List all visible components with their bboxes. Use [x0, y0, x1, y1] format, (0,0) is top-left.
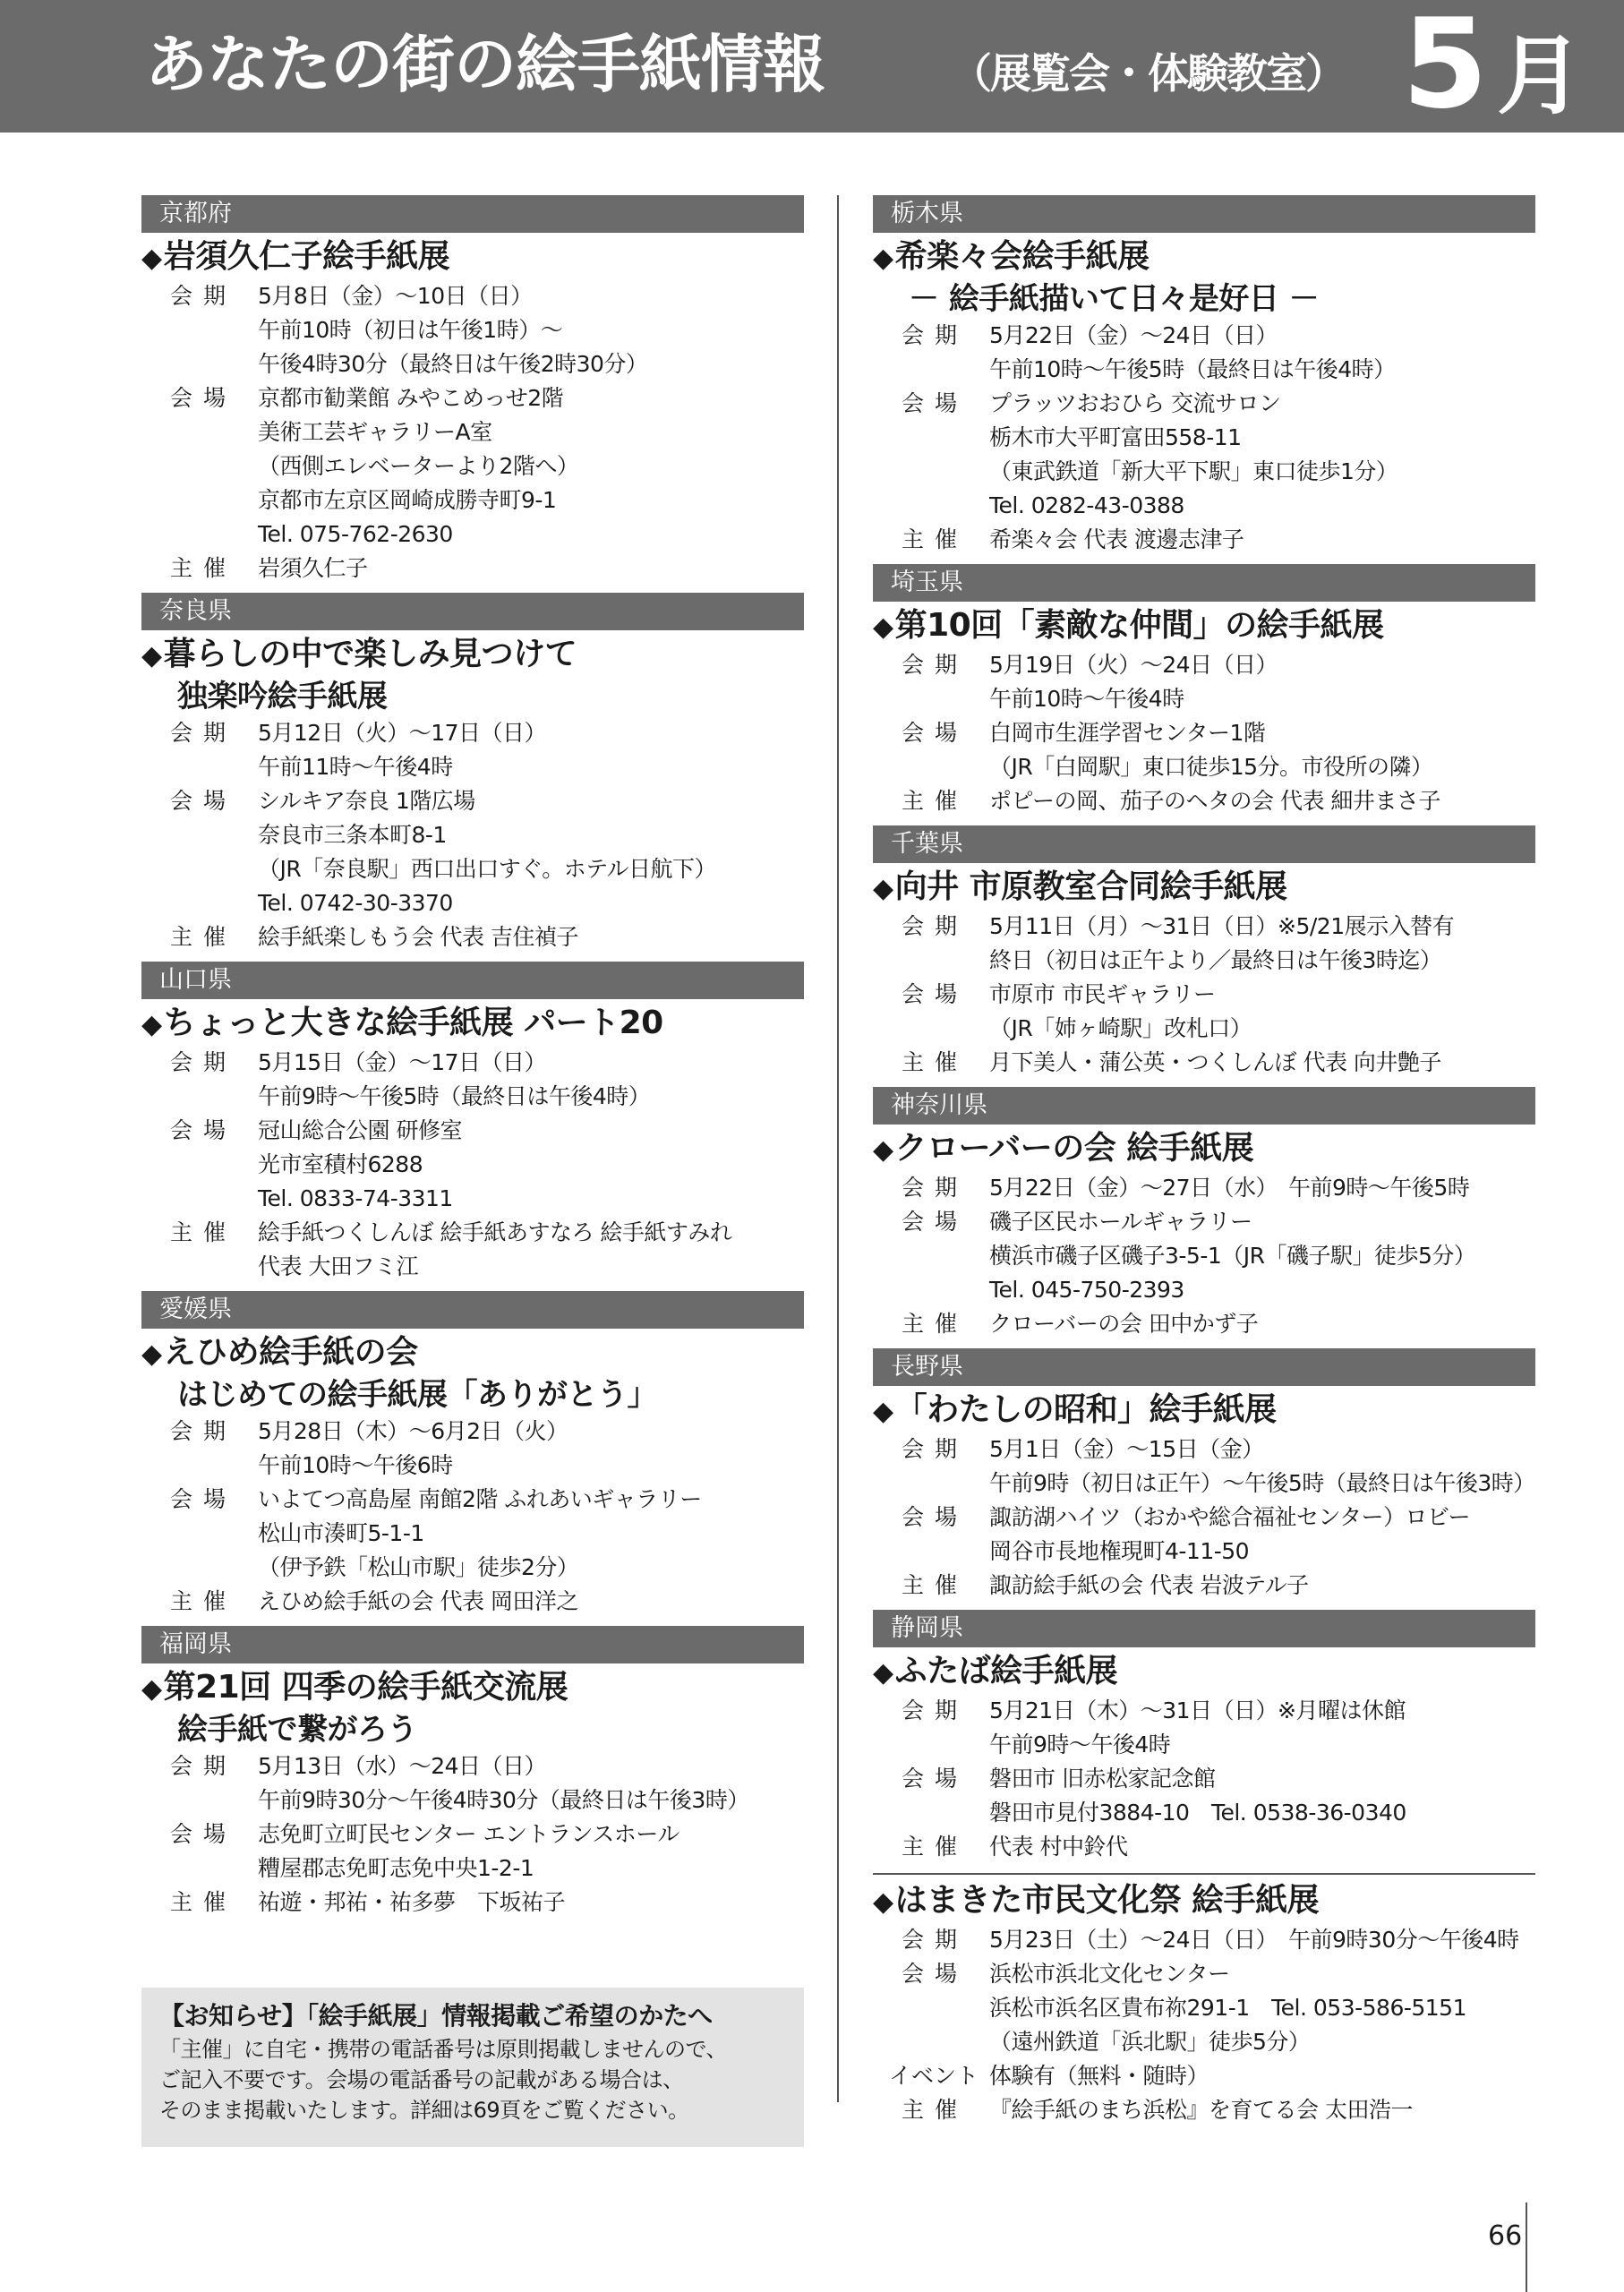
diamond-bullet-icon: ◆	[873, 611, 893, 643]
info-label: イベント	[889, 2063, 979, 2089]
info-lines	[989, 1205, 1535, 1307]
info-line: （伊予鉄「松山市駅」徒歩2分）	[258, 1554, 579, 1580]
info-line: 志免町立町民センター エントランスホール	[258, 1821, 680, 1847]
info-lines	[989, 1830, 1535, 1864]
prefecture-header: 栃木県	[873, 195, 1535, 233]
info-label: 会場	[170, 385, 237, 411]
event-entry	[873, 1880, 1535, 2127]
info-label: 会期	[902, 1698, 969, 1723]
event-title	[873, 1390, 1535, 1432]
info-line: 磯子区民ホールギャラリー	[989, 1209, 1252, 1235]
notice-line: 「主催」に自宅・携帯の電話番号は原則掲載しませんので、	[159, 2037, 728, 2062]
notice-box	[141, 1988, 804, 2147]
event-title	[141, 1003, 804, 1046]
info-label: 会場	[902, 1209, 969, 1235]
info-line: 午後4時30分（最終日は午後2時30分）	[258, 351, 648, 377]
info-label: 会期	[902, 1436, 969, 1462]
event-title-text: 向井 市原教室合同絵手紙展	[894, 868, 1287, 905]
event-info-row	[873, 1046, 1535, 1080]
info-label: 会場	[902, 981, 969, 1007]
info-line: 5月19日（火）～24日（日）	[989, 652, 1278, 678]
page-number-rule	[1526, 2202, 1527, 2292]
prefecture-header: 福岡県	[141, 1626, 804, 1663]
info-line: 5月23日（土）～24日（日） 午前9時30分～午後4時	[989, 1927, 1519, 1953]
event-info-row	[873, 1762, 1535, 1830]
info-lines	[989, 1923, 1535, 1957]
diamond-bullet-icon: ◆	[141, 243, 162, 274]
event-info-row	[873, 1957, 1535, 2059]
event-entry	[873, 605, 1535, 818]
info-line: 光市室積村6288	[258, 1151, 423, 1177]
event-info-row	[873, 1432, 1535, 1501]
info-line: 京都市左京区岡崎成勝寺町9-1	[258, 487, 557, 513]
right-column	[873, 195, 1535, 2134]
info-label: 会期	[170, 720, 237, 746]
event-entry	[141, 236, 804, 586]
prefecture-header: 山口県	[141, 962, 804, 999]
prefecture-header: 愛媛県	[141, 1291, 804, 1329]
info-line: Tel. 0282-43-0388	[989, 492, 1184, 518]
event-title	[873, 1128, 1535, 1171]
info-line: シルキア奈良 1階広場	[258, 788, 475, 814]
diamond-bullet-icon: ◆	[873, 1886, 893, 1918]
event-info-row	[873, 1501, 1535, 1569]
event-info-row	[141, 1216, 804, 1284]
page-subtitle: （展覧会・体験教室）	[951, 49, 1345, 98]
event-separator	[873, 1873, 1535, 1875]
event-title-text: 第21回 四季の絵手紙交流展	[163, 1669, 568, 1706]
event-title	[873, 1880, 1535, 1923]
event-title	[141, 236, 804, 279]
info-label: 会期	[170, 1418, 237, 1444]
event-subtitle: － 絵手紙描いて日々是好日 －	[909, 281, 1320, 317]
event-entry	[141, 1332, 804, 1619]
info-lines	[258, 784, 804, 920]
info-line: 午前10時（初日は午後1時）～	[258, 317, 563, 343]
event-entry	[873, 236, 1535, 557]
prefecture-header: 長野県	[873, 1348, 1535, 1386]
event-subtitle: はじめての絵手紙展「ありがとう」	[177, 1377, 657, 1413]
info-line: 横浜市磯子区磯子3-5-1（JR「磯子駅」徒歩5分）	[989, 1243, 1476, 1269]
event-entry	[873, 1128, 1535, 1341]
event-entry	[141, 1003, 804, 1284]
event-info-row	[873, 1205, 1535, 1307]
info-line: 5月11日（月）～31日（日）※5/21展示入替有	[989, 913, 1455, 939]
info-line: 糟屋郡志免町志免中央1-2-1	[258, 1855, 534, 1881]
month-label: 月	[1497, 26, 1583, 126]
event-info-row	[141, 1046, 804, 1114]
info-label: 会場	[170, 1486, 237, 1512]
event-title-text: 希楽々会絵手紙展	[894, 238, 1150, 275]
info-label: 会期	[902, 652, 969, 678]
info-line: 5月22日（金）～24日（日）	[989, 322, 1278, 348]
event-title-text: 暮らしの中で楽しみ見つけて	[163, 636, 577, 672]
info-line: 磐田市 旧赤松家記念館	[989, 1766, 1216, 1792]
info-label: 会場	[170, 1821, 237, 1847]
event-info-row	[873, 1171, 1535, 1205]
event-title-text: クローバーの会 絵手紙展	[894, 1130, 1254, 1167]
info-lines	[989, 523, 1535, 557]
page-title: あなたの街の絵手紙情報	[145, 28, 825, 101]
event-info-row	[873, 523, 1535, 557]
info-lines	[258, 1585, 804, 1619]
column-divider	[837, 195, 839, 2102]
info-lines	[989, 1432, 1535, 1501]
info-label: 会期	[902, 1175, 969, 1201]
event-info-row	[873, 1569, 1535, 1603]
event-entry	[873, 1390, 1535, 1603]
info-line: いよてつ高島屋 南館2階 ふれあいギャラリー	[258, 1486, 702, 1512]
event-info-row	[141, 1415, 804, 1483]
info-label: 会期	[170, 1049, 237, 1075]
info-line: 午前10時～午後6時	[258, 1452, 453, 1478]
info-lines	[989, 1957, 1535, 2059]
info-line: 体験有（無料・随時）	[989, 2063, 1209, 2089]
event-info-row	[873, 910, 1535, 978]
info-lines	[989, 1171, 1535, 1205]
event-title-text: ふたば絵手紙展	[894, 1653, 1118, 1689]
info-line: 松山市湊町5-1-1	[258, 1520, 424, 1546]
event-title	[141, 1667, 804, 1710]
event-entry	[141, 634, 804, 954]
info-label: 会期	[170, 283, 237, 309]
info-lines	[258, 1483, 804, 1585]
info-lines	[258, 716, 804, 784]
info-label: 会場	[170, 788, 237, 814]
info-line: えひめ絵手紙の会 代表 岡田洋之	[258, 1588, 578, 1614]
event-info-row	[141, 381, 804, 552]
info-lines	[258, 1749, 804, 1817]
info-line: Tel. 0742-30-3370	[258, 890, 453, 916]
event-info-row	[873, 1923, 1535, 1957]
event-info-row	[873, 716, 1535, 784]
event-info-row	[873, 978, 1535, 1046]
event-title-text: えひめ絵手紙の会	[163, 1334, 418, 1371]
info-label: 主催	[170, 1219, 237, 1245]
event-info-row	[873, 1694, 1535, 1762]
event-info-row	[141, 1114, 804, 1216]
info-line: 『絵手紙のまち浜松』を育てる会 太田浩一	[989, 2097, 1413, 2123]
page-header	[0, 0, 1624, 136]
event-title-text: 岩須久仁子絵手紙展	[163, 238, 450, 275]
info-label: 主催	[902, 526, 969, 552]
event-info-row	[873, 2059, 1535, 2093]
info-label: 会場	[902, 720, 969, 746]
info-line: 希楽々会 代表 渡邊志津子	[989, 526, 1244, 552]
info-line: 栃木市大平町富田558-11	[989, 424, 1242, 450]
diamond-bullet-icon: ◆	[141, 640, 162, 671]
info-lines	[989, 784, 1535, 818]
info-label: 会場	[902, 1961, 969, 1987]
info-line: （遠州鉄道「浜北駅」徒歩5分）	[989, 2029, 1311, 2055]
event-title-text: はまきた市民文化祭 絵手紙展	[894, 1882, 1320, 1919]
month-number: 5	[1402, 0, 1489, 136]
event-title	[873, 1651, 1535, 1694]
info-line: 月下美人・蒲公英・つくしんぼ 代表 向井艶子	[989, 1049, 1441, 1075]
info-label: 会期	[902, 913, 969, 939]
info-label: 会場	[902, 1504, 969, 1530]
info-label: 主催	[902, 2097, 969, 2123]
info-line: 美術工芸ギャラリーA室	[258, 419, 492, 445]
notice-line: そのまま掲載いたします。詳細は69頁をご覧ください。	[159, 2098, 689, 2123]
info-lines	[989, 319, 1535, 387]
info-line: 午前9時～午後4時	[989, 1732, 1171, 1757]
info-line: 市原市 市民ギャラリー	[989, 981, 1216, 1007]
info-lines	[989, 716, 1535, 784]
info-lines	[989, 1307, 1535, 1341]
info-line: プラッツおおひら 交流サロン	[989, 390, 1281, 416]
info-label: 主催	[902, 1834, 969, 1860]
event-info-row	[141, 1585, 804, 1619]
info-lines	[989, 1501, 1535, 1569]
event-entry	[873, 1651, 1535, 1864]
diamond-bullet-icon: ◆	[873, 1134, 893, 1166]
info-line: クローバーの会 田中かず子	[989, 1311, 1259, 1337]
notice-line: ご記入不要です。会場の電話番号の記載がある場合は、	[159, 2067, 684, 2092]
event-title	[873, 605, 1535, 648]
event-info-row	[141, 1886, 804, 1920]
event-title-text: 「わたしの昭和」絵手紙展	[894, 1391, 1277, 1428]
info-line: 午前11時～午後4時	[258, 754, 453, 780]
info-lines	[258, 1114, 804, 1216]
event-info-row	[873, 784, 1535, 818]
info-label: 主催	[170, 1889, 237, 1915]
info-lines	[989, 978, 1535, 1046]
info-label: 主催	[902, 788, 969, 814]
info-lines	[258, 1886, 804, 1920]
info-lines	[989, 1569, 1535, 1603]
info-label: 主催	[170, 924, 237, 950]
info-line: （西側エレベーターより2階へ）	[258, 453, 579, 479]
info-line: （JR「白岡駅」東口徒歩15分。市役所の隣）	[989, 754, 1433, 780]
info-lines	[258, 920, 804, 954]
info-label: 会期	[902, 1927, 969, 1953]
info-lines	[989, 1762, 1535, 1830]
info-line: 5月22日（金）～27日（水） 午前9時～午後5時	[989, 1175, 1470, 1201]
event-info-row	[141, 716, 804, 784]
info-line: （JR「姉ヶ崎駅」改札口）	[989, 1015, 1252, 1041]
info-line: 諏訪絵手紙の会 代表 岩波テル子	[989, 1572, 1309, 1598]
info-line: 奈良市三条本町8-1	[258, 822, 447, 848]
event-entry	[873, 867, 1535, 1080]
diamond-bullet-icon: ◆	[141, 1338, 162, 1370]
info-line: Tel. 075-762-2630	[258, 521, 453, 547]
info-line: Tel. 045-750-2393	[989, 1277, 1184, 1303]
info-line: 祐遊・邦祐・祐多夢 下坂祐子	[258, 1889, 566, 1915]
prefecture-header: 奈良県	[141, 593, 804, 630]
info-lines	[989, 1694, 1535, 1762]
info-line: 絵手紙楽しもう会 代表 吉住禎子	[258, 924, 578, 950]
info-line: 岡谷市長地権現町4-11-50	[989, 1538, 1250, 1564]
notice-title: 【お知らせ】「絵手紙展」情報掲載ご希望のかたへ	[159, 2001, 713, 2031]
event-entry	[141, 1667, 804, 1920]
info-lines	[989, 910, 1535, 978]
event-info-row	[873, 2093, 1535, 2127]
info-line: 岩須久仁子	[258, 555, 368, 581]
info-lines	[258, 279, 804, 381]
info-lines	[989, 387, 1535, 523]
event-subtitle: 絵手紙で繋がろう	[177, 1712, 417, 1748]
event-info-row	[873, 387, 1535, 523]
prefecture-header: 静岡県	[873, 1610, 1535, 1647]
left-column	[141, 195, 804, 1927]
info-label: 主催	[902, 1049, 969, 1075]
info-label: 主催	[170, 555, 237, 581]
info-lines	[258, 552, 804, 586]
diamond-bullet-icon: ◆	[873, 873, 893, 904]
info-line: 浜松市浜名区貴布祢291-1 Tel. 053-586-5151	[989, 1995, 1466, 2021]
prefecture-header: 京都府	[141, 195, 804, 233]
info-lines	[989, 648, 1535, 716]
info-lines	[258, 381, 804, 552]
info-line: （JR「奈良駅」西口出口すぐ。ホテル日航下）	[258, 856, 716, 882]
event-info-row	[873, 648, 1535, 716]
info-line: 5月21日（木）～31日（日）※月曜は休館	[989, 1698, 1406, 1723]
diamond-bullet-icon: ◆	[873, 243, 893, 274]
diamond-bullet-icon: ◆	[873, 1396, 893, 1427]
info-label: 主催	[170, 1588, 237, 1614]
prefecture-header: 埼玉県	[873, 564, 1535, 602]
info-label: 会期	[170, 1753, 237, 1779]
info-line: 午前9時～午後5時（最終日は午後4時）	[258, 1083, 651, 1109]
event-title	[873, 236, 1535, 279]
info-line: 冠山総合公園 研修室	[258, 1117, 462, 1143]
info-label: 会場	[170, 1117, 237, 1143]
event-info-row	[141, 552, 804, 586]
info-lines	[258, 1415, 804, 1483]
info-line: 浜松市浜北文化センター	[989, 1961, 1230, 1987]
info-line: （東武鉄道「新大平下駅」東口徒歩1分）	[989, 458, 1398, 484]
info-label: 主催	[902, 1572, 969, 1598]
info-line: 代表 大田フミ江	[258, 1253, 418, 1279]
info-line: 5月8日（金）～10日（日）	[258, 283, 533, 309]
diamond-bullet-icon: ◆	[873, 1657, 893, 1689]
info-line: 諏訪湖ハイツ（おかや総合福祉センター）ロビー	[989, 1504, 1471, 1530]
info-label: 会場	[902, 1766, 969, 1792]
info-line: 午前9時（初日は正午）～午後5時（最終日は午後3時）	[989, 1470, 1535, 1496]
event-subtitle: 独楽吟絵手紙展	[177, 679, 388, 714]
info-label: 主催	[902, 1311, 969, 1337]
info-line: 午前10時～午後4時	[989, 686, 1184, 712]
info-lines	[258, 1216, 804, 1284]
info-line: 京都市勧業館 みやこめっせ2階	[258, 385, 564, 411]
diamond-bullet-icon: ◆	[141, 1673, 162, 1705]
event-info-row	[873, 1830, 1535, 1864]
prefecture-header: 千葉県	[873, 825, 1535, 863]
info-line: ポピーの岡、茄子のヘタの会 代表 細井まさ子	[989, 788, 1440, 814]
info-line: 5月28日（木）～6月2日（火）	[258, 1418, 568, 1444]
event-info-row	[141, 1749, 804, 1817]
prefecture-header: 神奈川県	[873, 1087, 1535, 1125]
event-info-row	[141, 1483, 804, 1585]
event-info-row	[873, 319, 1535, 387]
info-line: 終日（初日は正午より／最終日は午後3時迄）	[989, 947, 1442, 973]
page-number: 66	[1488, 2220, 1523, 2252]
info-lines	[258, 1046, 804, 1114]
event-title	[873, 867, 1535, 910]
info-line: 5月12日（火）～17日（日）	[258, 720, 547, 746]
info-lines	[989, 2093, 1535, 2127]
diamond-bullet-icon: ◆	[141, 1009, 162, 1040]
info-line: 5月15日（金）～17日（日）	[258, 1049, 547, 1075]
info-line: 絵手紙つくしんぼ 絵手紙あすなろ 絵手紙すみれ	[258, 1219, 732, 1245]
event-title	[141, 634, 804, 677]
info-line: 午前10時～午後5時（最終日は午後4時）	[989, 356, 1396, 382]
info-line: 代表 村中鈴代	[989, 1834, 1128, 1860]
info-line: 磐田市見付3884-10 Tel. 0538-36-0340	[989, 1800, 1406, 1826]
info-lines	[989, 2059, 1535, 2093]
info-label: 会期	[902, 322, 969, 348]
info-lines	[989, 1046, 1535, 1080]
event-title-text: ちょっと大きな絵手紙展 パート20	[163, 1005, 663, 1041]
event-title	[141, 1332, 804, 1375]
info-lines	[258, 1817, 804, 1886]
event-info-row	[141, 784, 804, 920]
event-info-row	[873, 1307, 1535, 1341]
info-line: 5月1日（金）～15日（金）	[989, 1436, 1264, 1462]
info-line: 5月13日（水）～24日（日）	[258, 1753, 547, 1779]
info-line: 白岡市生涯学習センター1階	[989, 720, 1266, 746]
event-title-text: 第10回「素敵な仲間」の絵手紙展	[894, 607, 1384, 644]
info-line: Tel. 0833-74-3311	[258, 1185, 453, 1211]
info-line: 午前9時30分～午後4時30分（最終日は午後3時）	[258, 1787, 749, 1813]
info-label: 会場	[902, 390, 969, 416]
event-info-row	[141, 279, 804, 381]
event-info-row	[141, 1817, 804, 1886]
event-info-row	[141, 920, 804, 954]
